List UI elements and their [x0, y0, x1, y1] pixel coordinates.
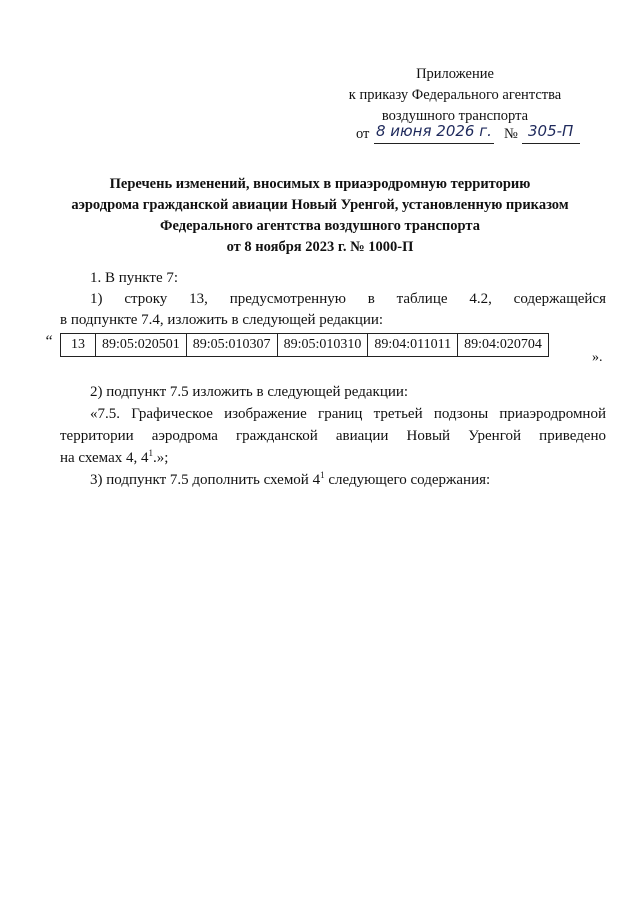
- table-cell-row-number: 13: [61, 334, 96, 357]
- number-underline: [522, 143, 580, 144]
- subitem-3-superscript: 1: [320, 470, 325, 480]
- subitem-1-line-1: 1) строку 13, предусмотренную в таблице 4.2, содержащейся: [90, 291, 606, 307]
- table-cell-cadastral-1: 89:05:020501: [96, 334, 187, 357]
- title-line-2: аэродрома гражданской авиации Новый Уренгой, установленную приказом: [71, 197, 569, 213]
- subitem-3-end: следующего содержания:: [324, 472, 491, 488]
- date-from-label: от: [356, 126, 370, 142]
- point-7-5-line-2: территории аэродрома гражданской авиации Новый Уренгой приведено: [60, 428, 606, 444]
- appendix-label: Приложение: [416, 66, 494, 82]
- title-line-3: Федерального агентства воздушного транспорта: [160, 218, 480, 234]
- title-line-1: Перечень изменений, вносимых в приаэродромную территорию: [109, 176, 531, 192]
- quote-close: ».: [592, 350, 603, 365]
- point-7-5-line-3-end: .»;: [152, 450, 169, 466]
- appendix-agency: воздушного транспорта: [381, 108, 529, 124]
- point-7-5-line-1: «7.5. Графическое изображение границ третьей подзоны приаэродромной: [90, 406, 606, 422]
- table-cell-cadastral-3: 89:05:010310: [277, 334, 368, 357]
- number-label: №: [504, 126, 518, 142]
- point-7-5-line-3-text: на схемах 4, 4: [60, 450, 149, 466]
- table-cell-cadastral-5: 89:04:020704: [458, 334, 549, 357]
- cadastral-table: [60, 333, 549, 357]
- date-underline: [374, 143, 494, 144]
- appendix-order-ref: к приказу Федерального агентства: [348, 87, 562, 103]
- handwritten-number: 305-П: [528, 122, 574, 140]
- subitem-3-text: 3) подпункт 7.5 дополнить схемой 4: [90, 472, 321, 488]
- handwritten-date: 8 июня 2026 г.: [376, 122, 492, 140]
- subitem-2: 2) подпункт 7.5 изложить в следующей редакции:: [90, 384, 409, 400]
- subitem-3: [60, 470, 606, 491]
- quote-open: “: [44, 333, 53, 350]
- order-date-number-line: [356, 122, 596, 147]
- subitem-1-line-2: в подпункте 7.4, изложить в следующей редакции:: [60, 312, 384, 328]
- appendix-header: [330, 64, 580, 127]
- point-7-5-line-3: [60, 448, 606, 469]
- table-cell-cadastral-2: 89:05:010307: [186, 334, 277, 357]
- title-line-4: от 8 ноября 2023 г. № 1000-П: [226, 239, 414, 255]
- table-cell-cadastral-4: 89:04:011011: [368, 334, 458, 357]
- document-title: [60, 174, 580, 258]
- table-row: [61, 334, 549, 357]
- item-1: 1. В пункте 7:: [90, 270, 179, 286]
- point-7-5-superscript: 1: [148, 448, 153, 458]
